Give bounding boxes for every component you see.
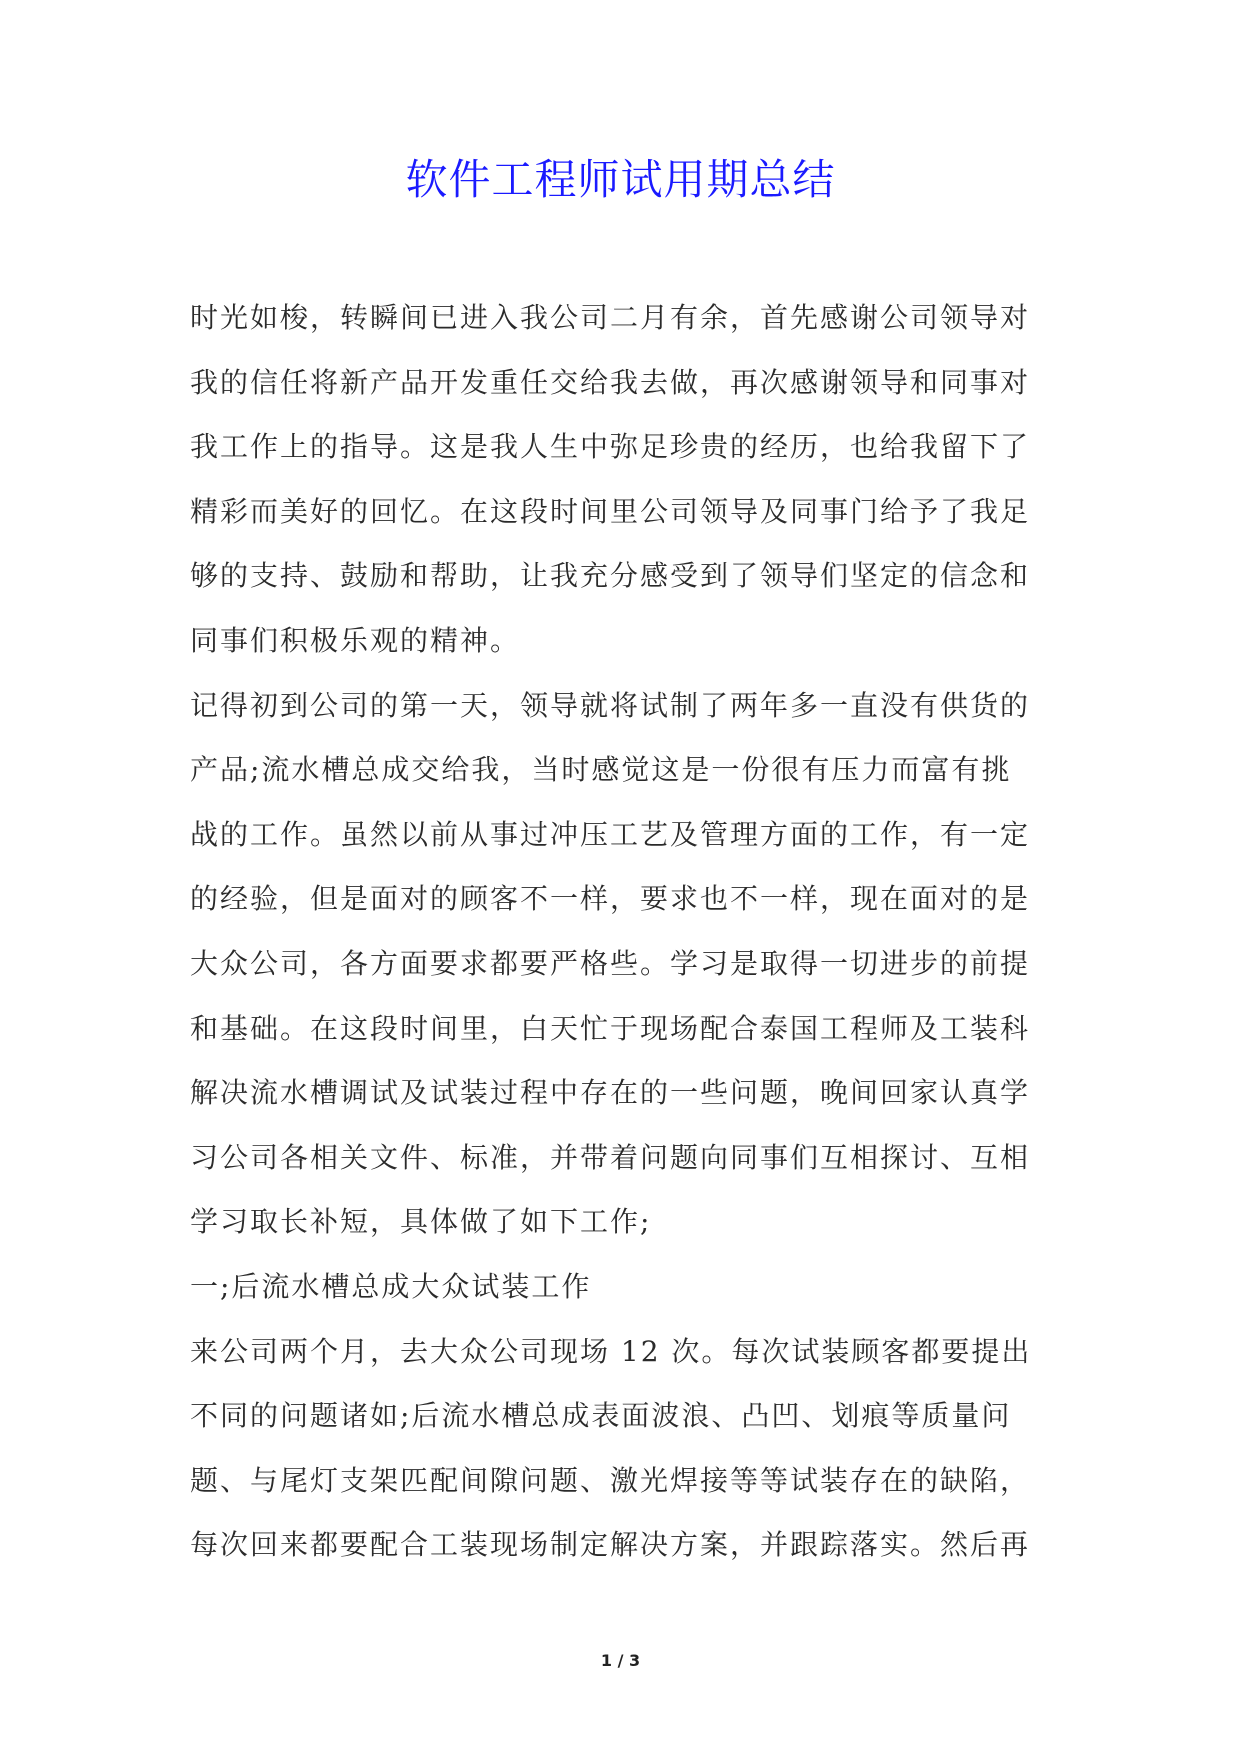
body-line: 不同的问题诸如;后流水槽总成表面波浪、凸凹、划痕等质量问: [190, 1399, 1012, 1433]
body-line: 够的支持、鼓励和帮助，让我充分感受到了领导们坚定的信念和: [190, 559, 1031, 593]
body-line: 时光如梭，转瞬间已进入我公司二月有余，首先感谢公司领导对: [190, 301, 1031, 334]
body-line: 每次回来都要配合工装现场制定解决方案，并跟踪落实。然后再: [190, 1528, 1031, 1562]
body-line: 战的工作。虽然以前从事过冲压工艺及管理方面的工作，有一定: [190, 817, 1031, 851]
body-line: 习公司各相关文件、标准，并带着问题向同事们互相探讨、互相: [190, 1140, 1031, 1174]
body-line: 解决流水槽调试及试装过程中存在的一些问题，晚间回家认真学: [190, 1076, 1031, 1110]
body-line: 来公司两个月，去大众公司现场 12 次。每次试装顾客都要提出: [190, 1334, 1032, 1368]
body-line: 我工作上的指导。这是我人生中弥足珍贵的经历，也给我留下了: [190, 430, 1031, 464]
page-number: 1 / 3: [600, 1651, 641, 1670]
body-line: 学习取长补短，具体做了如下工作;: [190, 1205, 652, 1239]
section-heading: 一;后流水槽总成大众试装工作: [190, 1269, 592, 1303]
body-line: 和基础。在这段时间里，白天忙于现场配合泰国工程师及工装科: [190, 1011, 1031, 1045]
body-line: 我的信任将新产品开发重任交给我去做，再次感谢领导和同事对: [190, 365, 1031, 399]
body-line: 大众公司，各方面要求都要严格些。学习是取得一切进步的前提: [190, 946, 1031, 980]
body-line: 精彩而美好的回忆。在这段时间里公司领导及同事门给予了我足: [190, 494, 1031, 528]
document-body: [190, 286, 1060, 1578]
body-line: 产品;流水槽总成交给我，当时感觉这是一份很有压力而富有挑: [190, 753, 1012, 787]
body-line: 同事们积极乐观的精神。: [190, 623, 521, 657]
document-title: 软件工程师试用期总结: [405, 155, 836, 204]
body-line: 的经验，但是面对的顾客不一样，要求也不一样，现在面对的是: [190, 882, 1031, 916]
body-line: 记得初到公司的第一天，领导就将试制了两年多一直没有供货的: [190, 688, 1031, 722]
body-line: 题、与尾灯支架匹配间隙问题、激光焊接等等试装存在的缺陷，: [190, 1463, 1031, 1497]
